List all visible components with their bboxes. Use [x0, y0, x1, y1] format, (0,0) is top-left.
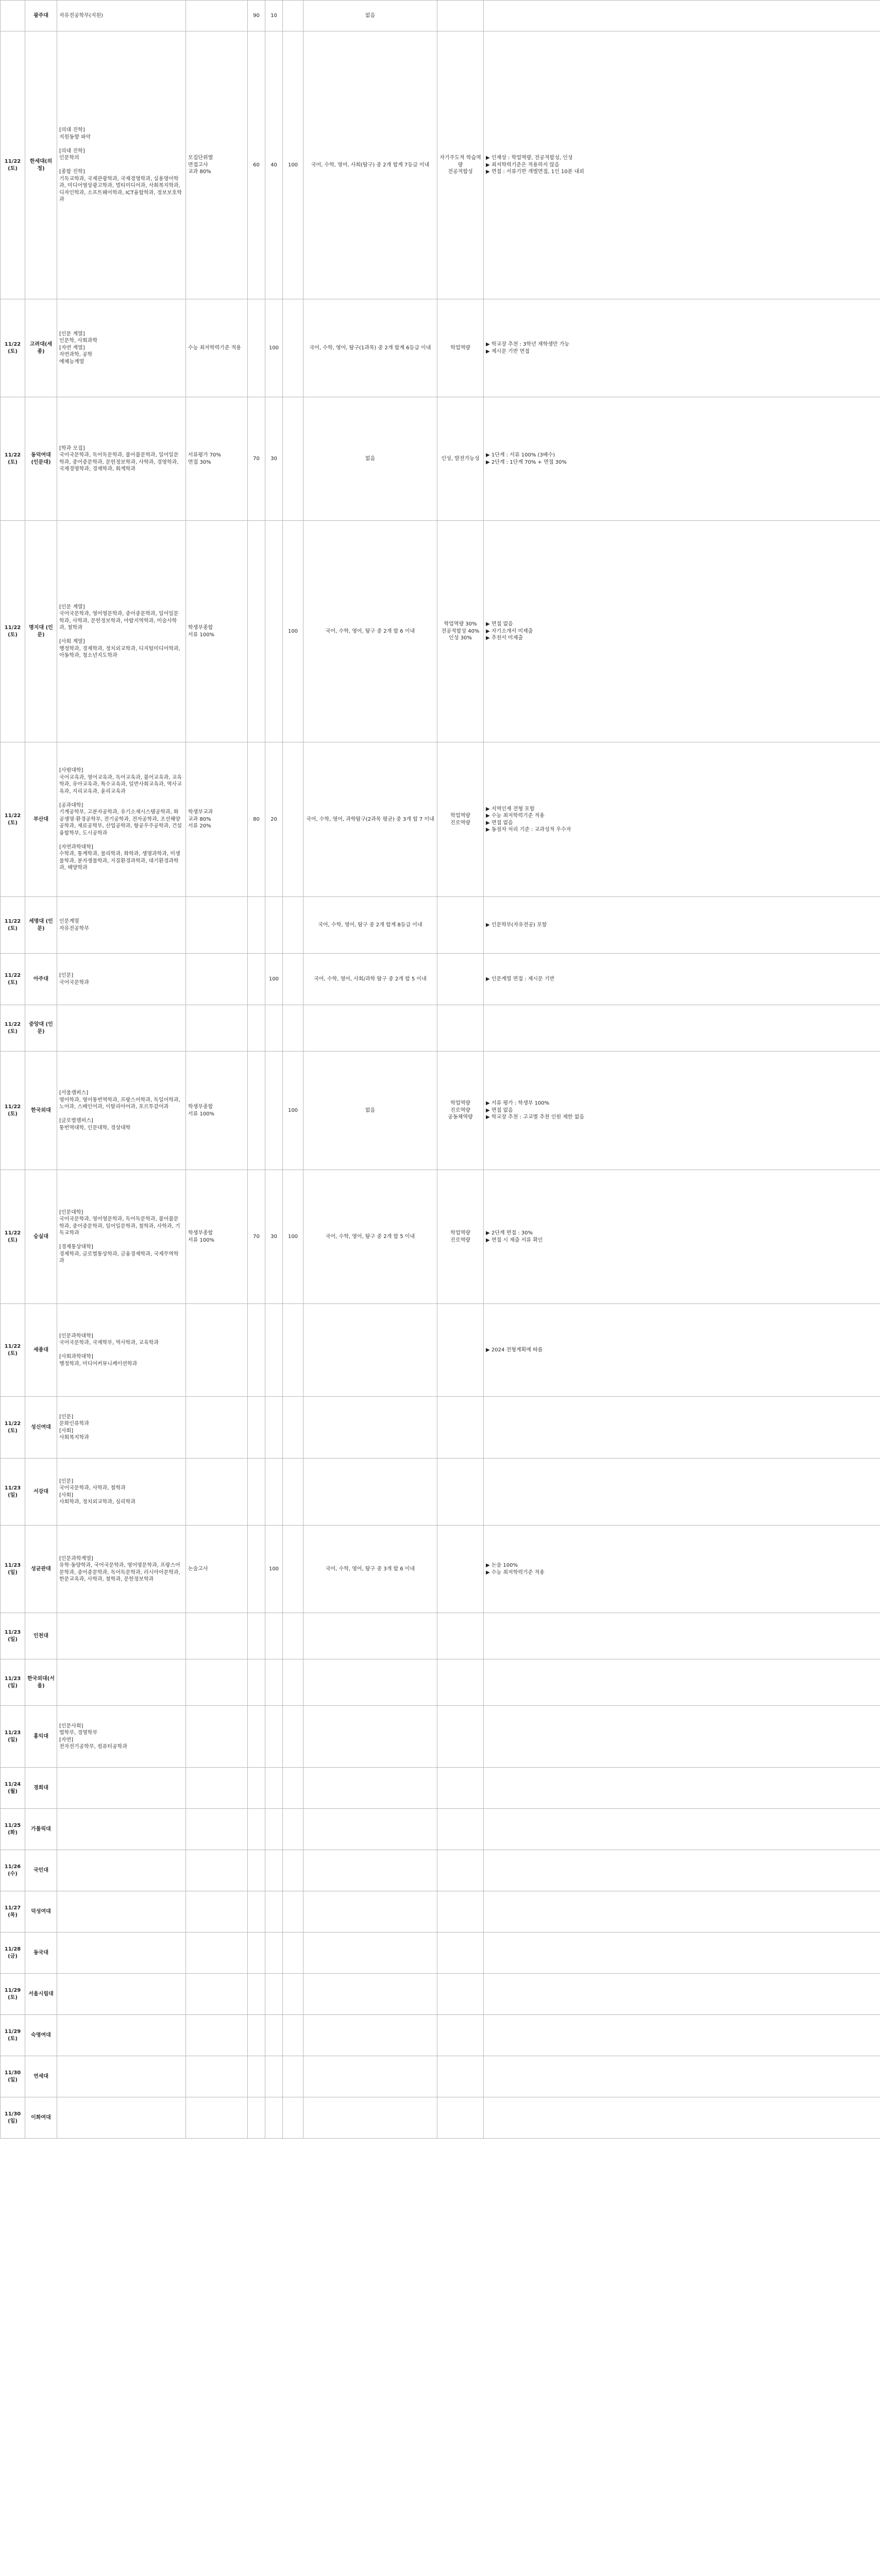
cell-note: ▶ 면접 없음 ▶ 자기소개서 미제출 ▶ 추천서 미제출	[484, 521, 880, 742]
cell-min	[437, 1659, 484, 1706]
cell-type: [인문 계열] 인문학, 사회과학 [자연 계열] 자연과학, 공학 예체능계열	[57, 299, 186, 397]
cell-grade	[303, 2015, 437, 2056]
cell-univ: 동국대	[25, 1933, 57, 1974]
cell-grade: 없음	[303, 1, 437, 31]
cell-grade: 국어, 수학, 영어, 탐구 중 2개 합 6 이내	[303, 521, 437, 742]
cell-date: 11/22 (토)	[1, 954, 25, 1005]
cell-n2	[265, 1397, 283, 1459]
cell-univ: 인천대	[25, 1613, 57, 1659]
cell-note: ▶ 1단계 : 서류 100% (3배수) ▶ 2단계 : 1단계 70% + 면접 30%	[484, 397, 880, 521]
cell-eval	[283, 299, 303, 397]
table-row	[1, 1005, 880, 1052]
cell-type: [인문대학] 국어국문학과, 영어영문학과, 독어독문학과, 불어불문학과, 중어중문학과, 일어일문학과, 철학과, 사학과, 기독교학과 [경제통상대학] 경제학과, 글로벌통상학과, 금융경제학과, 국제무역학과	[57, 1170, 186, 1304]
cell-req: 서류평가 70% 면접 30%	[186, 397, 248, 521]
cell-n1	[248, 1974, 265, 2015]
table-row	[1, 1613, 880, 1659]
cell-req	[186, 1891, 248, 1933]
cell-note: ▶ 서류 평가 : 학생부 100% ▶ 면접 없음 ▶ 학교장 추천 : 고교별 추천 인원 제한 없음	[484, 1052, 880, 1170]
cell-date: 11/22 (토)	[1, 897, 25, 954]
cell-req	[186, 2097, 248, 2139]
cell-min	[437, 1706, 484, 1768]
cell-grade: 국어, 수학, 영어, 과학탐구(2과목 평균) 중 3개 합 7 이내	[303, 742, 437, 897]
cell-req	[186, 897, 248, 954]
cell-date: 11/23 (일)	[1, 1706, 25, 1768]
cell-n1	[248, 1613, 265, 1659]
cell-n2	[265, 1850, 283, 1891]
table-row	[1, 1809, 880, 1850]
cell-eval	[283, 954, 303, 1005]
cell-n1: 90	[248, 1, 265, 31]
cell-grade	[303, 2056, 437, 2097]
cell-note	[484, 1933, 880, 1974]
cell-req	[186, 1304, 248, 1397]
cell-note: ▶ 학교장 추천 : 3학년 재학생만 가능 ▶ 제시문 기반 면접	[484, 299, 880, 397]
cell-univ: 세명대 (인문)	[25, 897, 57, 954]
cell-min: 학업역량 진로역량	[437, 742, 484, 897]
cell-eval	[283, 2056, 303, 2097]
cell-min	[437, 897, 484, 954]
cell-date: 11/22 (토)	[1, 1005, 25, 1052]
cell-univ: 덕성여대	[25, 1891, 57, 1933]
cell-n1	[248, 1659, 265, 1706]
cell-type	[57, 1974, 186, 2015]
cell-n2	[265, 1052, 283, 1170]
cell-n2	[265, 1613, 283, 1659]
cell-univ: 가톨릭대	[25, 1809, 57, 1850]
cell-grade: 국어, 수학, 영어, 사회(탐구) 중 2개 합계 7등급 이내	[303, 31, 437, 299]
cell-date: 11/30 (일)	[1, 2097, 25, 2139]
cell-univ: 이화여대	[25, 2097, 57, 2139]
cell-grade	[303, 1459, 437, 1526]
cell-note	[484, 1613, 880, 1659]
cell-univ: 부산대	[25, 742, 57, 897]
cell-min: 학업역량	[437, 299, 484, 397]
cell-note	[484, 1809, 880, 1850]
cell-note	[484, 1397, 880, 1459]
cell-n1	[248, 299, 265, 397]
cell-n2	[265, 1706, 283, 1768]
cell-univ: 광주대	[25, 1, 57, 31]
cell-n2: 20	[265, 742, 283, 897]
cell-univ: 국민대	[25, 1850, 57, 1891]
table-row	[1, 1304, 880, 1397]
cell-min	[437, 1397, 484, 1459]
cell-n2: 40	[265, 31, 283, 299]
cell-date: 11/23 (일)	[1, 1459, 25, 1526]
cell-min	[437, 1459, 484, 1526]
cell-univ: 홍익대	[25, 1706, 57, 1768]
cell-min	[437, 1526, 484, 1613]
table-row	[1, 1850, 880, 1891]
cell-date: 11/29 (토)	[1, 1974, 25, 2015]
cell-note: ▶ 2024 전형계획에 따름	[484, 1304, 880, 1397]
cell-grade	[303, 1850, 437, 1891]
cell-grade	[303, 1933, 437, 1974]
cell-n1	[248, 1459, 265, 1526]
cell-eval	[283, 742, 303, 897]
cell-grade	[303, 1974, 437, 2015]
cell-n2	[265, 521, 283, 742]
cell-note	[484, 1706, 880, 1768]
cell-type	[57, 1613, 186, 1659]
cell-type	[57, 2056, 186, 2097]
cell-eval	[283, 1, 303, 31]
cell-req	[186, 1459, 248, 1526]
cell-grade	[303, 1005, 437, 1052]
cell-univ: 경희대	[25, 1768, 57, 1809]
cell-eval	[283, 1891, 303, 1933]
cell-type	[57, 1891, 186, 1933]
cell-univ: 고려대(세종)	[25, 299, 57, 397]
cell-note: ▶ 지역인재 전형 포함 ▶ 수능 최저학력기준 적용 ▶ 면접 없음 ▶ 동점자 처리 기준 : 교과성적 우수자	[484, 742, 880, 897]
cell-n1	[248, 2056, 265, 2097]
cell-date: 11/26 (수)	[1, 1850, 25, 1891]
cell-req	[186, 2056, 248, 2097]
table-row	[1, 299, 880, 397]
cell-n2: 100	[265, 299, 283, 397]
cell-min: 학업역량 진로역량 공동체역량	[437, 1052, 484, 1170]
cell-eval	[283, 1768, 303, 1809]
cell-grade: 국어, 수학, 영어, 탐구 중 2개 합 5 이내	[303, 1170, 437, 1304]
cell-n2: 100	[265, 1526, 283, 1613]
cell-note	[484, 2056, 880, 2097]
table-row	[1, 1933, 880, 1974]
cell-min	[437, 954, 484, 1005]
cell-type	[57, 1850, 186, 1891]
cell-eval	[283, 897, 303, 954]
table-row	[1, 1459, 880, 1526]
cell-eval	[283, 1613, 303, 1659]
cell-req: 학생부교과 교과 80% 서류 20%	[186, 742, 248, 897]
cell-min	[437, 1005, 484, 1052]
cell-n1	[248, 1052, 265, 1170]
cell-n1	[248, 1304, 265, 1397]
cell-min	[437, 2097, 484, 2139]
cell-eval	[283, 1459, 303, 1526]
cell-date: 11/23 (일)	[1, 1659, 25, 1706]
cell-n2	[265, 1933, 283, 1974]
cell-note	[484, 1850, 880, 1891]
cell-n1: 80	[248, 742, 265, 897]
cell-date: 11/22 (토)	[1, 1397, 25, 1459]
cell-req	[186, 1005, 248, 1052]
cell-req	[186, 1397, 248, 1459]
cell-type: [서울캠퍼스] 영어학과, 영어통번역학과, 프랑스어학과, 독일어학과, 노어과, 스페인어과, 이탈리아어과, 포르투갈어과 [글로벌캠퍼스] 통번역대학, 인문대학, 경상대학	[57, 1052, 186, 1170]
cell-note	[484, 1974, 880, 2015]
cell-date: 11/22 (토)	[1, 397, 25, 521]
cell-date: 11/23 (일)	[1, 1613, 25, 1659]
cell-req: 학생부종합 서류 100%	[186, 1170, 248, 1304]
cell-grade	[303, 1304, 437, 1397]
cell-n2: 30	[265, 397, 283, 521]
cell-note	[484, 1005, 880, 1052]
cell-date: 11/22 (토)	[1, 31, 25, 299]
cell-min: 자기주도적 학습역량 전공적합성	[437, 31, 484, 299]
cell-req: 학생부종합 서류 100%	[186, 1052, 248, 1170]
cell-n2	[265, 1809, 283, 1850]
cell-note: ▶ 인문계열 면접 : 제시문 기반	[484, 954, 880, 1005]
cell-min: 학업역량 30% 전공적합성 40% 인성 30%	[437, 521, 484, 742]
cell-date: 11/29 (토)	[1, 2015, 25, 2056]
cell-min: 인성, 발전가능성	[437, 397, 484, 521]
cell-univ: 서강대	[25, 1459, 57, 1526]
cell-eval: 100	[283, 521, 303, 742]
cell-n2: 30	[265, 1170, 283, 1304]
cell-min: 학업역량 진로역량	[437, 1170, 484, 1304]
cell-min	[437, 2056, 484, 2097]
cell-n2	[265, 2056, 283, 2097]
cell-n2: 10	[265, 1, 283, 31]
cell-univ: 성균관대	[25, 1526, 57, 1613]
cell-min	[437, 2015, 484, 2056]
cell-n2	[265, 2097, 283, 2139]
cell-eval	[283, 1659, 303, 1706]
cell-req	[186, 1974, 248, 2015]
cell-note	[484, 1659, 880, 1706]
cell-req	[186, 1768, 248, 1809]
cell-type: [인문사회] 법학부, 경영학부 [자연] 전자전기공학부, 컴퓨터공학과	[57, 1706, 186, 1768]
cell-grade: 국어, 수학, 영어, 탐구 중 2개 합계 8등급 이내	[303, 897, 437, 954]
cell-eval	[283, 1005, 303, 1052]
cell-eval	[283, 1706, 303, 1768]
cell-type: [사범대학] 국어교육과, 영어교육과, 독어교육과, 불어교육과, 교육학과, 유아교육과, 특수교육과, 일반사회교육과, 역사교육과, 지리교육과, 윤리교육과 [공과대학] 기계공학부, 고분자공학과, 유기소재시스템공학과, 화공생명·환경공학부, 전기공학과, 전자공학과, 조선해양공학과, 재료공학부, 산업공학과, 항공우주공학과, 건설융합학부, 도시공학과 [자연과학대학] 수학과, 통계학과, 물리학과, 화학과, 생명과학과, 미생물학과, 분자생물학과, 지질환경과학과, 대기환경과학과, 해양학과	[57, 742, 186, 897]
cell-univ: 명지대 (인문)	[25, 521, 57, 742]
cell-note	[484, 1768, 880, 1809]
cell-date: 11/28 (금)	[1, 1933, 25, 1974]
table-row	[1, 1974, 880, 2015]
cell-univ: 숭실대	[25, 1170, 57, 1304]
cell-n2	[265, 1304, 283, 1397]
cell-n1	[248, 1397, 265, 1459]
cell-eval: 100	[283, 1052, 303, 1170]
cell-n2: 100	[265, 954, 283, 1005]
cell-univ: 숙명여대	[25, 2015, 57, 2056]
cell-req	[186, 2015, 248, 2056]
cell-univ: 세종대	[25, 1304, 57, 1397]
cell-req: 학생부종합 서류 100%	[186, 521, 248, 742]
cell-type	[57, 1933, 186, 1974]
cell-eval	[283, 2097, 303, 2139]
cell-type	[57, 2097, 186, 2139]
cell-eval	[283, 1809, 303, 1850]
cell-date: 11/22 (토)	[1, 1052, 25, 1170]
cell-date: 11/23 (일)	[1, 1526, 25, 1613]
cell-univ: 성신여대	[25, 1397, 57, 1459]
cell-type: [의대 진학] 지원동향 파악 [의대 진학] 인문학의 [종합 진학] 기독교학과, 국제관광학과, 국제경영학과, 실용영어학과, 미디어영상광고학과, 멀티미디어과, 사회복지학과, 디자인학과, 소프트웨어학과, ICT융합학과, 정보보호학과	[57, 31, 186, 299]
cell-grade	[303, 1809, 437, 1850]
cell-req: 논술고사	[186, 1526, 248, 1613]
cell-note	[484, 2015, 880, 2056]
cell-n1	[248, 1891, 265, 1933]
cell-n1	[248, 1005, 265, 1052]
cell-n1	[248, 954, 265, 1005]
cell-note: ▶ 논술 100% ▶ 수능 최저학력기준 적용	[484, 1526, 880, 1613]
cell-grade: 국어, 수학, 영어, 탐구 중 3개 합 6 이내	[303, 1526, 437, 1613]
cell-min	[437, 1809, 484, 1850]
cell-req	[186, 1706, 248, 1768]
cell-univ: 동덕여대 (인문대)	[25, 397, 57, 521]
cell-min	[437, 1, 484, 31]
cell-date: 11/24 (월)	[1, 1768, 25, 1809]
table-row	[1, 521, 880, 742]
cell-n1: 60	[248, 31, 265, 299]
cell-req	[186, 1, 248, 31]
cell-n1	[248, 1706, 265, 1768]
cell-min	[437, 1933, 484, 1974]
cell-note	[484, 1, 880, 31]
cell-n1: 70	[248, 397, 265, 521]
table-row	[1, 1891, 880, 1933]
cell-type	[57, 1809, 186, 1850]
cell-min	[437, 1850, 484, 1891]
cell-note	[484, 1891, 880, 1933]
cell-type: [인문] 문화인류학과 [사회] 사회복지학과	[57, 1397, 186, 1459]
table-row	[1, 1052, 880, 1170]
table-row	[1, 2097, 880, 2139]
cell-univ: 연세대	[25, 2056, 57, 2097]
table-row	[1, 2015, 880, 2056]
cell-grade: 국어, 수학, 영어, 사회/과학 탐구 중 2개 합 5 이내	[303, 954, 437, 1005]
cell-note: ▶ 인문학부(자유전공) 포함	[484, 897, 880, 954]
cell-date: 11/25 (화)	[1, 1809, 25, 1850]
cell-date: 11/22 (토)	[1, 1304, 25, 1397]
cell-n1	[248, 1809, 265, 1850]
table-row	[1, 397, 880, 521]
cell-grade	[303, 1659, 437, 1706]
cell-eval: 100	[283, 1170, 303, 1304]
cell-grade	[303, 1768, 437, 1809]
cell-n2	[265, 1974, 283, 2015]
table-row	[1, 31, 880, 299]
cell-grade	[303, 1613, 437, 1659]
cell-univ: 아주대	[25, 954, 57, 1005]
cell-n1	[248, 897, 265, 954]
cell-note: ▶ 인재상 : 학업역량, 전공적합성, 인성 ▶ 최저학력기준은 적용하지 않음 ▶ 면접 : 서류기반 개별면접, 1인 10분 내외	[484, 31, 880, 299]
cell-type: [학과 모집] 국어국문학과, 독어독문학과, 불어불문학과, 일어일문학과, 중어중문학과, 문헌정보학과, 사학과, 경영학과, 국제경영학과, 경제학과, 회계학과	[57, 397, 186, 521]
table-row	[1, 954, 880, 1005]
cell-type: [인문] 국어국문학과	[57, 954, 186, 1005]
cell-n1	[248, 1768, 265, 1809]
cell-date: 11/22 (토)	[1, 1170, 25, 1304]
cell-n1	[248, 521, 265, 742]
cell-req: 수능 최저학력기준 적용	[186, 299, 248, 397]
cell-type	[57, 2015, 186, 2056]
cell-min	[437, 1974, 484, 2015]
cell-n1	[248, 1526, 265, 1613]
cell-n2	[265, 1768, 283, 1809]
cell-univ: 중앙대 (인문)	[25, 1005, 57, 1052]
cell-type: 인문계열 자유전공학부	[57, 897, 186, 954]
cell-eval	[283, 1933, 303, 1974]
table-row	[1, 2056, 880, 2097]
cell-min	[437, 1768, 484, 1809]
cell-req	[186, 1809, 248, 1850]
cell-note: ▶ 2단계 면접 : 30% ▶ 면접 시 제출 서류 확인	[484, 1170, 880, 1304]
cell-eval	[283, 397, 303, 521]
cell-date: 11/30 (일)	[1, 2056, 25, 2097]
cell-type: [인문과학계열] 유학·동양학과, 국어국문학과, 영어영문학과, 프랑스어문학과, 중어중문학과, 독어독문학과, 러시아어문학과, 한문교육과, 사학과, 철학과, 문헌정보학과	[57, 1526, 186, 1613]
cell-date: 11/27 (목)	[1, 1891, 25, 1933]
cell-type: 자유전공학부(지원)	[57, 1, 186, 31]
cell-n1	[248, 1850, 265, 1891]
cell-req	[186, 1933, 248, 1974]
cell-eval: 100	[283, 31, 303, 299]
cell-n2	[265, 1459, 283, 1526]
cell-type	[57, 1005, 186, 1052]
table-row	[1, 1706, 880, 1768]
cell-eval	[283, 1526, 303, 1613]
cell-req	[186, 1613, 248, 1659]
cell-n2	[265, 1891, 283, 1933]
cell-n2	[265, 897, 283, 954]
cell-min	[437, 1304, 484, 1397]
cell-grade: 국어, 수학, 영어, 탐구(1과목) 중 2개 합계 6등급 이내	[303, 299, 437, 397]
table-row	[1, 1170, 880, 1304]
cell-n1	[248, 2015, 265, 2056]
table-row	[1, 1768, 880, 1809]
cell-eval	[283, 2015, 303, 2056]
cell-date	[1, 1, 25, 31]
table-row	[1, 1659, 880, 1706]
cell-univ: 한국외대(서울)	[25, 1659, 57, 1706]
cell-grade	[303, 2097, 437, 2139]
table-row	[1, 742, 880, 897]
cell-type: [인문] 국어국문학과, 사학과, 철학과 [사회] 사회학과, 정치외교학과, 심리학과	[57, 1459, 186, 1526]
cell-type: [인문 계열] 국어국문학과, 영어영문학과, 중어중문학과, 일어일문학과, 사학과, 문헌정보학과, 아랍지역학과, 미술사학과, 철학과 [사회 계열] 행정학과, 경제학과, 정치외교학과, 디지털미디어학과, 아동학과, 청소년지도학과	[57, 521, 186, 742]
table-row	[1, 1, 880, 31]
cell-n1	[248, 2097, 265, 2139]
schedule-body	[1, 1, 880, 2139]
cell-univ: 한국외대	[25, 1052, 57, 1170]
cell-type	[57, 1659, 186, 1706]
cell-type	[57, 1768, 186, 1809]
cell-date: 11/22 (토)	[1, 521, 25, 742]
cell-eval	[283, 1850, 303, 1891]
cell-n1	[248, 1933, 265, 1974]
cell-req	[186, 1850, 248, 1891]
cell-n2	[265, 2015, 283, 2056]
cell-type: [인문과학대학] 국어국문학과, 국제학부, 역사학과, 교육학과 [사회과학대학] 행정학과, 미디어커뮤니케이션학과	[57, 1304, 186, 1397]
cell-grade: 없음	[303, 1052, 437, 1170]
cell-n2	[265, 1659, 283, 1706]
cell-eval	[283, 1397, 303, 1459]
cell-n2	[265, 1005, 283, 1052]
cell-min	[437, 1613, 484, 1659]
cell-grade	[303, 1397, 437, 1459]
cell-note	[484, 2097, 880, 2139]
cell-note	[484, 1459, 880, 1526]
cell-req: 모집단위별 면접고사 교과 80%	[186, 31, 248, 299]
cell-grade	[303, 1891, 437, 1933]
cell-date: 11/22 (토)	[1, 299, 25, 397]
cell-req	[186, 1659, 248, 1706]
cell-date: 11/22 (토)	[1, 742, 25, 897]
cell-grade: 없음	[303, 397, 437, 521]
cell-grade	[303, 1706, 437, 1768]
cell-min	[437, 1891, 484, 1933]
cell-req	[186, 954, 248, 1005]
cell-eval	[283, 1974, 303, 2015]
cell-eval	[283, 1304, 303, 1397]
cell-univ: 한세대(의정)	[25, 31, 57, 299]
cell-univ: 서울시립대	[25, 1974, 57, 2015]
table-row	[1, 897, 880, 954]
cell-n1: 70	[248, 1170, 265, 1304]
table-row	[1, 1397, 880, 1459]
table-row	[1, 1526, 880, 1613]
